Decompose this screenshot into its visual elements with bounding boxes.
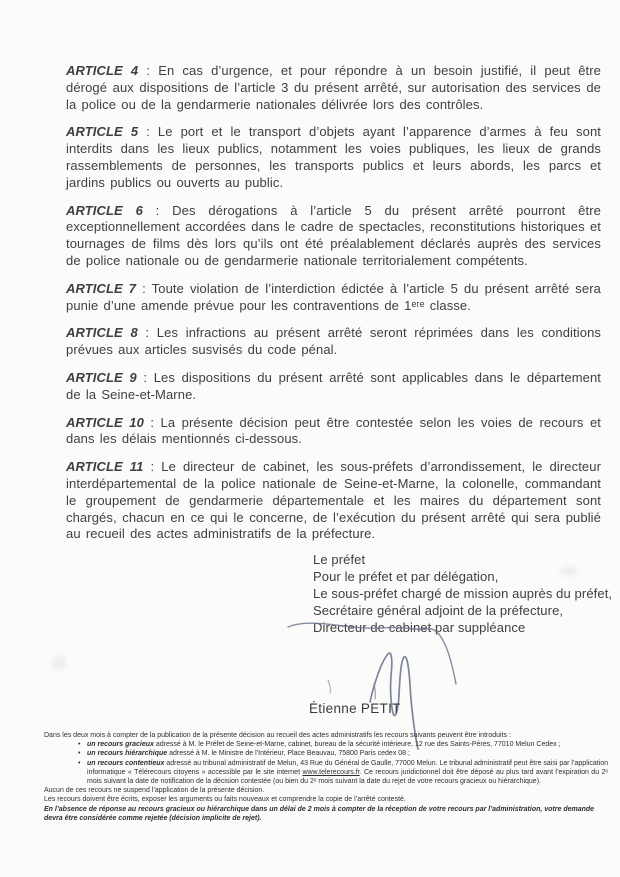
recours-gracieux-text: adressé à M. le Préfet de Seine-et-Marne, cabinet, bureau de la sécurité intérieure, 12 rue des Saints-Pères, 77010 Melun Cedex ; <box>153 741 561 749</box>
signature-comma-stroke <box>328 680 330 693</box>
article-10-paragraph <box>66 415 601 449</box>
article-11-label: ARTICLE 11 <box>66 459 144 475</box>
bullet-icon: • <box>78 741 81 749</box>
article-6-text: : Des dérogations à l’article 5 du présent arrêté pourront être exceptionnellement accordées dans le cadre de spectacles, reconstitutions historiques et tournages de films dès lors qu’ils ont été préalablement déclarés auprès des services de police nationale ou de gendarmerie nationale territorialement compétents. <box>66 202 601 268</box>
article-7-paragraph <box>66 281 601 315</box>
article-5-paragraph <box>66 124 601 191</box>
signatory-title-line: Le sous-préfet chargé de mission auprès du préfet, <box>313 586 613 601</box>
article-9-paragraph <box>66 370 601 404</box>
article-8-text: : Les infractions au présent arrêté seront réprimées dans les conditions prévues aux articles susvisés du code pénal. <box>66 325 601 358</box>
article-9-text: : Les dispositions du présent arrêté sont applicables dans le département de la Seine-et-Marne. <box>66 369 601 402</box>
article-7-text: : Toute violation de l’interdiction édictée à l’article 5 du présent arrêté sera punie d’une amende prévue pour les contraventions de 1ᵉʳᵉ classe. <box>66 280 601 313</box>
article-11-text: : Le directeur de cabinet, les sous-préfets d’arrondissement, le directeur interdépartemental de la police nationale de Seine-et-Marne, la colonelle, commandant le groupement de gendarmerie départementale et les maires du département sont chargés, chacun en ce qui le concerne, de l’exécution du présent arrêté qui sera publié au recueil des actes administratifs de la préfecture. <box>66 459 602 542</box>
fine-print-note-forme: Les recours doivent être écrits, exposer les arguments ou faits nouveaux et comprendre la copie de l’arrêté contesté. <box>44 796 406 804</box>
article-8-label: ARTICLE 8 <box>66 325 138 341</box>
appeals-fine-print <box>44 731 608 823</box>
signatory-name: Étienne PETIT <box>309 701 401 716</box>
article-4-paragraph <box>66 63 601 113</box>
article-6-label: ARTICLE 6 <box>66 202 143 218</box>
recours-gracieux-item <box>44 740 608 749</box>
article-5-label: ARTICLE 5 <box>66 124 139 140</box>
article-10-label: ARTICLE 10 <box>66 414 144 430</box>
scan-artifact <box>52 656 66 670</box>
recours-gracieux-term: un recours gracieux <box>87 741 154 749</box>
signature-block <box>313 551 612 636</box>
article-7-label: ARTICLE 7 <box>66 280 137 296</box>
article-8-paragraph <box>66 325 601 359</box>
recours-contentieux-text: adressé au tribunal administratif de Melun, 43 Rue du Général de Gaulle, 77000 Melun. Le tribunal administratif peut être saisi par l’application informatique « Télérecours citoyens » accessible par le site internet <box>87 759 608 776</box>
article-5-text: : Le port et le transport d’objets ayant l’apparence d’armes à feu sont interdits dans les lieux publics, notamment les voies publiques, les lieux de grands rassemblements de personnes, les transports publics et leurs abords, les parcs et jardins publics ou ouverts au public. <box>66 124 601 190</box>
recours-contentieux-term: un recours contentieux <box>87 759 165 767</box>
article-10-text: : La présente décision peut être contestée selon les voies de recours et dans les délais mentionnés ci-dessous. <box>66 414 601 447</box>
scan-artifact <box>560 566 578 576</box>
signature-tick-stroke <box>374 684 375 699</box>
article-4-text: : En cas d’urgence, et pour répondre à un besoin justifié, il peut être dérogé aux dispositions de l’article 3 du présent arrêté, sur autorisation des services de la police ou de la gendarmerie nationales délivrée lors des contrôles. <box>66 63 601 112</box>
recours-contentieux-tail: . Ce recours juridictionnel doit être déposé au plus tard avant l’expiration du 2ᵉ mois suivant la date de notification de la décision contestée (ou bien du 2ᵉ mois suivant la date du rejet de votre recours gracieux ou hiérarchique). <box>87 768 608 786</box>
signatory-title-line-struck: Directeur de cabinet par suppléance <box>313 620 526 635</box>
article-9-label: ARTICLE 9 <box>66 369 137 385</box>
bullet-icon: • <box>78 750 81 758</box>
signatory-title-line: Pour le préfet et par délégation, <box>313 569 499 584</box>
articles-section <box>66 63 601 554</box>
fine-print-note-rejet-implicite: En l’absence de réponse au recours gracieux ou hiérarchique dans un délai de 2 mois à compter de la réception de votre recours par l’administration, votre demande devra être considérée comme rejetée (décision implicite de rejet). <box>44 805 595 822</box>
article-6-paragraph <box>66 203 601 270</box>
recours-hierarchique-text: adressé à M. le Ministre de l’Intérieur, Place Beauvau, 75800 Paris cedex 08 ; <box>167 750 410 758</box>
signatory-title-line: Secrétaire général adjoint de la préfecture, <box>313 603 564 618</box>
recours-hierarchique-item <box>44 749 608 758</box>
bullet-icon: • <box>78 759 81 767</box>
recours-hierarchique-term: un recours hiérarchique <box>87 750 168 758</box>
telerecours-url: www.telerecours.fr <box>302 768 360 776</box>
recours-contentieux-item <box>44 759 608 787</box>
signatory-title-line: Le préfet <box>313 552 366 567</box>
fine-print-intro: Dans les deux mois à compter de la publication de la présente décision au recueil des actes administratifs les recours suivants peuvent être introduits : <box>44 732 511 739</box>
article-4-label: ARTICLE 4 <box>66 63 139 78</box>
fine-print-note-suspend: Aucun de ces recours ne suspend l’application de la présente décision. <box>44 787 265 795</box>
article-11-paragraph <box>66 459 601 543</box>
